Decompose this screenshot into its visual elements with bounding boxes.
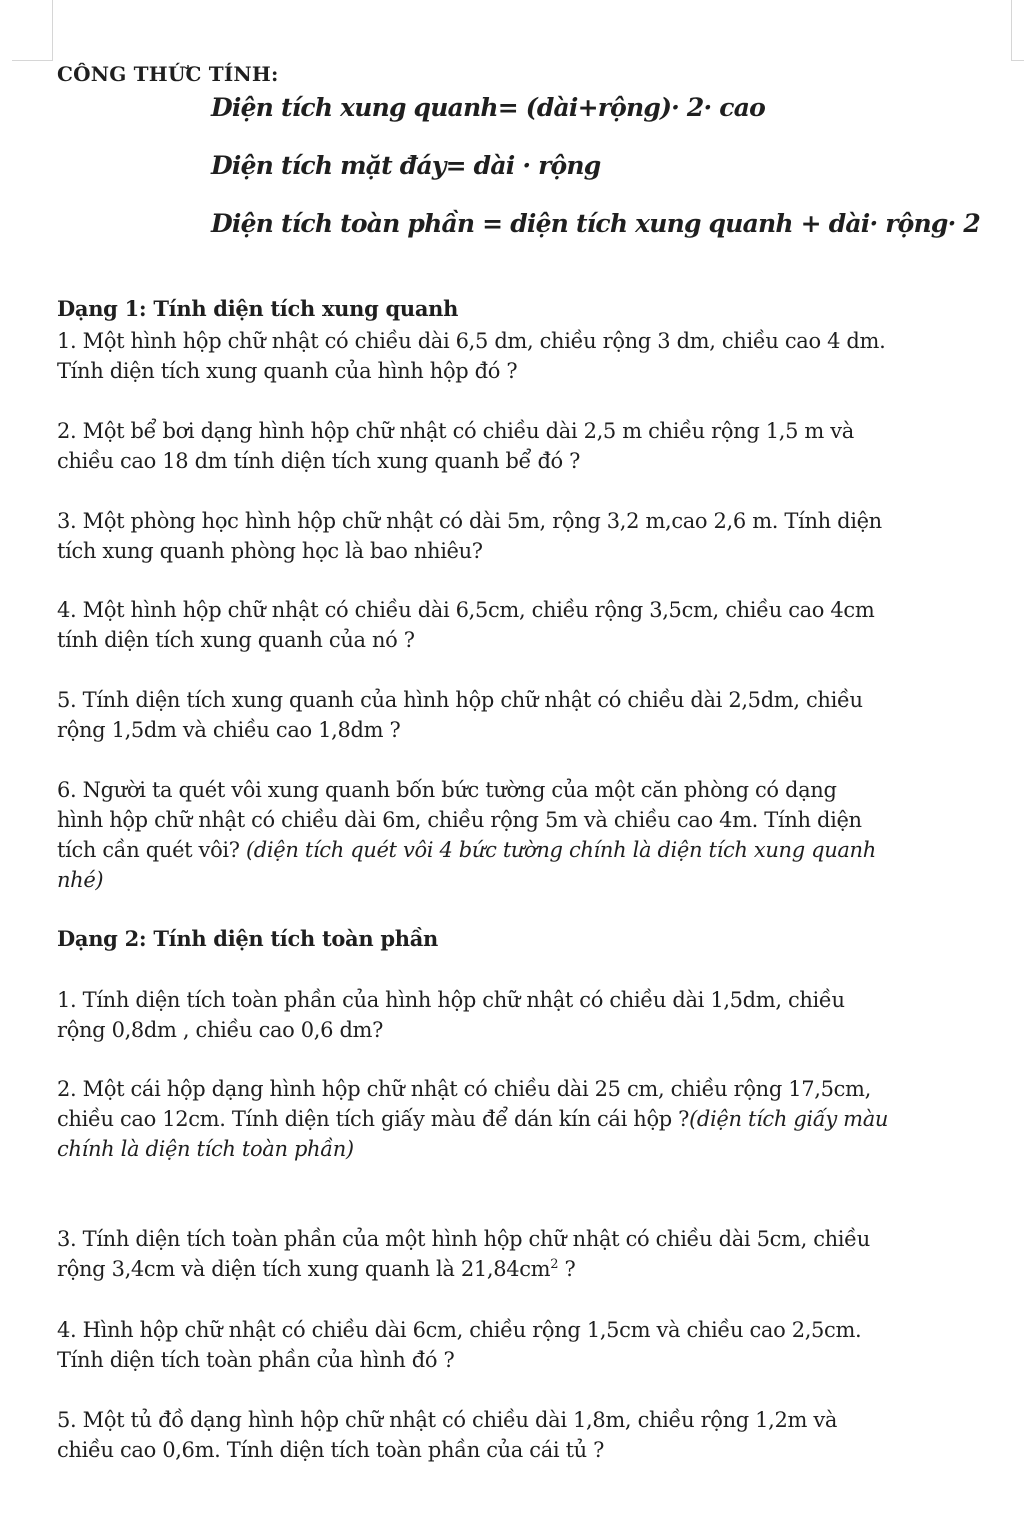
problem-text: rộng 3,4cm và diện tích xung quanh là 21,84cm bbox=[57, 1257, 551, 1281]
formula-base-area: Diện tích mặt đáy= dài · rộng bbox=[211, 151, 601, 180]
problem-line: 1. Tính diện tích toàn phần của hình hộp chữ nhật có chiều dài 1,5dm, chiều bbox=[57, 988, 845, 1012]
problem-line: rộng 0,8dm , chiều cao 0,6 dm? bbox=[57, 1018, 384, 1042]
problem-note: chính là diện tích toàn phần) bbox=[57, 1137, 354, 1161]
problem-line: 4. Hình hộp chữ nhật có chiều dài 6cm, chiều rộng 1,5cm và chiều cao 2,5cm. bbox=[57, 1318, 862, 1342]
problem-line: 6. Người ta quét vôi xung quanh bốn bức tường của một căn phòng có dạng bbox=[57, 778, 837, 802]
problem-line: 2. Một cái hộp dạng hình hộp chữ nhật có chiều dài 25 cm, chiều rộng 17,5cm, bbox=[57, 1077, 871, 1101]
formula-total-area: Diện tích toàn phần = diện tích xung quanh + dài· rộng· 2 bbox=[211, 209, 981, 238]
problem-2-2 bbox=[57, 1074, 1017, 1164]
problem-line: rộng 1,5dm và chiều cao 1,8dm ? bbox=[57, 718, 401, 742]
problem-2-3 bbox=[57, 1224, 1017, 1284]
problem-line: 1. Một hình hộp chữ nhật có chiều dài 6,5 dm, chiều rộng 3 dm, chiều cao 4 dm. bbox=[57, 329, 886, 353]
problem-1-4 bbox=[57, 595, 1017, 655]
problem-line: tính diện tích xung quanh của nó ? bbox=[57, 628, 415, 652]
problem-2-1 bbox=[57, 985, 1017, 1045]
problem-text: tích cần quét vôi? bbox=[57, 838, 246, 862]
problem-line bbox=[57, 1104, 1017, 1134]
section1-title: Dạng 1: Tính diện tích xung quanh bbox=[57, 296, 459, 321]
problem-note: (diện tích quét vôi 4 bức tường chính là diện tích xung quanh bbox=[245, 838, 876, 862]
problem-text: ? bbox=[558, 1257, 576, 1281]
problem-line: 3. Một phòng học hình hộp chữ nhật có dài 5m, rộng 3,2 m,cao 2,6 m. Tính diện bbox=[57, 509, 882, 533]
problem-1-3 bbox=[57, 506, 1017, 566]
page-corner-mark bbox=[12, 0, 53, 61]
problem-1-5 bbox=[57, 685, 1017, 745]
problem-line: 5. Tính diện tích xung quanh của hình hộp chữ nhật có chiều dài 2,5dm, chiều bbox=[57, 688, 863, 712]
problem-line bbox=[57, 835, 1017, 865]
problem-line: Tính diện tích toàn phần của hình đó ? bbox=[57, 1348, 455, 1372]
problem-text: chiều cao 12cm. Tính diện tích giấy màu để dán kín cái hộp ? bbox=[57, 1107, 690, 1131]
problem-2-4 bbox=[57, 1315, 1017, 1375]
problem-line: chiều cao 18 dm tính diện tích xung quanh bể đó ? bbox=[57, 449, 581, 473]
section2-title: Dạng 2: Tính diện tích toàn phần bbox=[57, 926, 438, 951]
formula-lateral-area: Diện tích xung quanh= (dài+rộng)· 2· cao bbox=[211, 93, 765, 122]
problem-line: hình hộp chữ nhật có chiều dài 6m, chiều rộng 5m và chiều cao 4m. Tính diện bbox=[57, 808, 862, 832]
problem-1-2 bbox=[57, 416, 1017, 476]
problem-line: chiều cao 0,6m. Tính diện tích toàn phần của cái tủ ? bbox=[57, 1438, 605, 1462]
problem-1-1 bbox=[57, 326, 1017, 386]
problem-line: 2. Một bể bơi dạng hình hộp chữ nhật có chiều dài 2,5 m chiều rộng 1,5 m và bbox=[57, 419, 854, 443]
problem-line: tích xung quanh phòng học là bao nhiêu? bbox=[57, 539, 483, 563]
superscript-exponent: 2 bbox=[550, 1257, 559, 1272]
problem-note: (diện tích giấy màu bbox=[689, 1107, 889, 1131]
problem-1-6 bbox=[57, 775, 1017, 895]
page-corner-mark bbox=[1011, 0, 1024, 61]
problem-line bbox=[57, 1254, 1017, 1284]
problem-line: 4. Một hình hộp chữ nhật có chiều dài 6,5cm, chiều rộng 3,5cm, chiều cao 4cm bbox=[57, 598, 875, 622]
problem-line: 5. Một tủ đồ dạng hình hộp chữ nhật có chiều dài 1,8m, chiều rộng 1,2m và bbox=[57, 1408, 838, 1432]
formula-section-title: CÔNG THỨC TÍNH: bbox=[57, 62, 279, 86]
problem-2-5 bbox=[57, 1405, 1017, 1465]
problem-line: Tính diện tích xung quanh của hình hộp đó ? bbox=[57, 359, 518, 383]
problem-note: nhé) bbox=[57, 868, 104, 892]
problem-line: 3. Tính diện tích toàn phần của một hình hộp chữ nhật có chiều dài 5cm, chiều bbox=[57, 1227, 870, 1251]
